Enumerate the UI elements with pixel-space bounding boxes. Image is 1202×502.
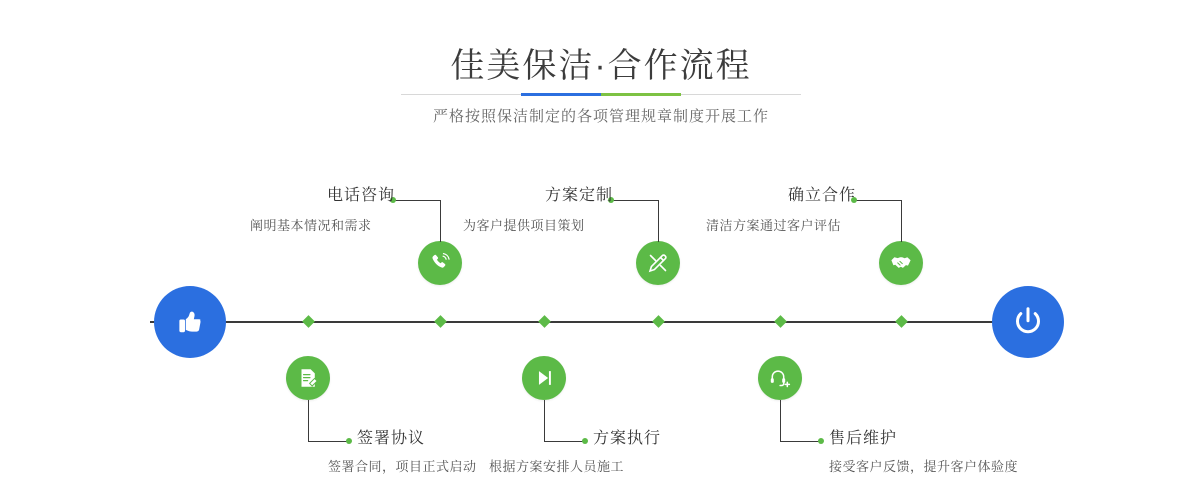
page-subtitle: 严格按照保洁制定的各项管理规章制度开展工作 [432,108,769,125]
step-connector-1-horizontal [395,200,441,201]
step-desc-5: 清洁方案通过客户评估 [706,218,842,233]
axis-marker-3 [652,315,665,328]
step-desc-3: 为客户提供项目策划 [463,218,585,233]
title-divider [401,93,801,96]
step-desc-wrap-2 [328,453,477,477]
step-desc-2: 签署合同，项目正式启动 [328,459,477,474]
step-desc-4: 根据方案安排人员施工 [488,459,624,474]
step-desc-wrap-5 [706,212,841,236]
step-label-4 [593,429,661,449]
phone-call-icon [428,251,452,275]
step-desc-6: 接受客户反馈，提升客户体验度 [829,459,1019,474]
step-title-1: 电话咨询 [326,187,395,204]
step-connector-4-vertical [544,400,545,441]
step-title-2: 签署协议 [357,430,426,447]
step-node-1 [418,241,462,285]
step-title-5: 确立合作 [787,187,856,204]
divider-accent-blue [521,93,601,96]
document-edit-icon [296,366,320,390]
axis-marker-5 [895,315,908,328]
step-connector-3-horizontal [613,200,659,201]
handshake-icon [889,251,913,275]
step-node-5 [879,241,923,285]
step-node-6 [758,356,802,400]
step-label-2 [357,429,425,449]
step-connector-5-vertical [901,200,902,242]
step-desc-wrap-4 [489,453,624,477]
step-connector-5-horizontal [856,200,902,201]
timeline-start-badge [154,286,226,358]
thumbs-up-icon [173,305,207,339]
step-connector-4-horizontal [544,441,584,442]
power-icon [1010,304,1046,340]
axis-marker-6 [774,315,787,328]
divider-accent-green [601,93,681,96]
step-desc-wrap-6 [829,453,1018,477]
step-dot-6 [818,438,824,444]
step-desc-wrap-1 [250,212,372,236]
step-title-4: 方案执行 [593,430,662,447]
step-title-3: 方案定制 [544,187,613,204]
axis-marker-4 [538,315,551,328]
step-connector-2-vertical [308,400,309,441]
step-label-3 [473,186,613,206]
step-dot-2 [346,438,352,444]
step-dot-4 [582,438,588,444]
axis-marker-2 [302,315,315,328]
play-forward-icon [533,367,555,389]
axis-marker-1 [434,315,447,328]
step-desc-wrap-3 [463,212,585,236]
step-node-3 [636,241,680,285]
page-title: 佳美保洁·合作流程 [450,47,752,85]
step-connector-3-vertical [658,200,659,242]
timeline-end-badge [992,286,1064,358]
step-connector-1-vertical [440,200,441,242]
timeline-axis [150,321,1052,323]
step-connector-2-horizontal [308,441,348,442]
step-label-5 [716,186,856,206]
step-label-6 [829,429,897,449]
step-connector-6-vertical [780,400,781,441]
step-desc-1: 阐明基本情况和需求 [250,218,372,233]
step-node-2 [286,356,330,400]
step-label-1 [255,186,395,206]
step-connector-6-horizontal [780,441,820,442]
step-title-6: 售后维护 [829,430,898,447]
customer-support-icon [768,366,792,390]
pencil-ruler-icon [646,251,670,275]
step-node-4 [522,356,566,400]
